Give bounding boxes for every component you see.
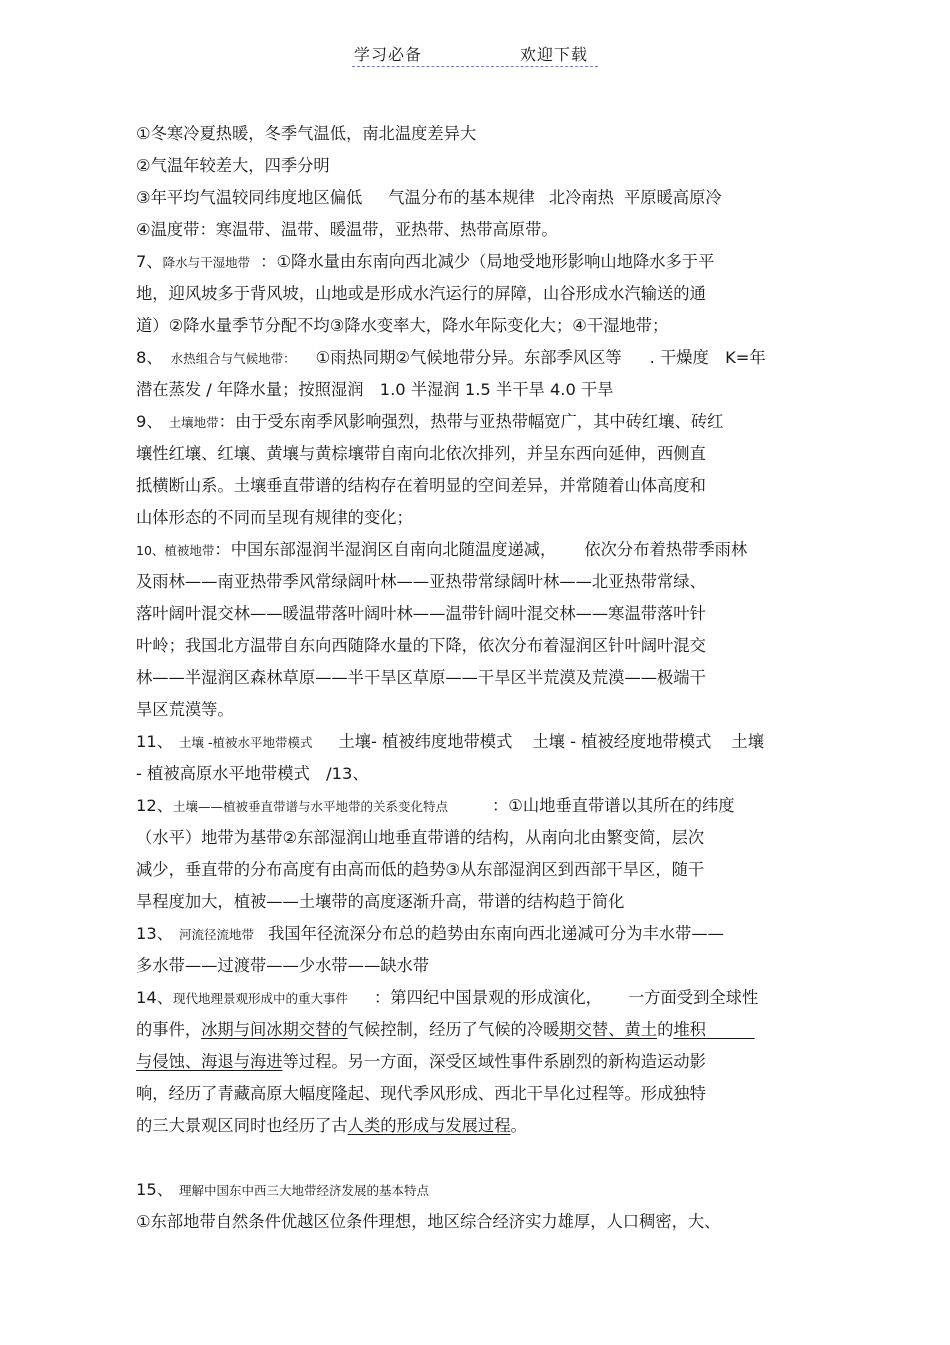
text-line [136, 950, 826, 982]
text-span: 土壤- 植被纬度地带模式 [338, 732, 513, 751]
underlined-text: 冰期与间冰期交替的 [201, 1020, 348, 1039]
text-span: 山体形态的不同而呈现有规律的变化； [136, 508, 413, 527]
underlined-text: 期交替、黄土 [559, 1020, 658, 1039]
text-span: 旱区荒漠等。 [136, 700, 234, 719]
text-span: ①冬寒冷夏热暖，冬季气温低，南北温度差异大 [136, 124, 477, 143]
text-span: 及雨林——南亚热带季风常绿阔叶林——亚热带常绿阔叶林——北亚热带常绿、 [136, 572, 706, 591]
section-heading-text: 现代地理景观形成中的重大事件 [173, 991, 349, 1006]
underlined-text: 与侵蚀、海退与海进 [136, 1052, 283, 1071]
section-heading-text: 河流径流地带 [179, 927, 255, 942]
text-span: 潜在蒸发 / 年降水量；按照湿润 1.0 半湿润 1.5 半干旱 4.0 干旱 [136, 380, 614, 399]
text-span: 依次分布着热带季雨林 [584, 540, 748, 559]
section-heading-text: 植被地带 [164, 543, 215, 558]
text-span: 壤性红壤、红壤、黄壤与黄棕壤带自南向北依次排列，并呈东西向延伸，西侧直 [136, 444, 706, 463]
text-span: ①东部地带自然条件优越区位条件理想，地区综合经济实力雄厚，人口稠密，大、 [136, 1212, 721, 1231]
text-span: 11、 [136, 732, 173, 751]
text-span: 抵横断山系。土壤垂直带谱的结构存在着明显的空间差异，并常随着山体高度和 [136, 476, 706, 495]
underlined-text: 堆积 [673, 1020, 755, 1039]
header-left-text: 学习必备 [354, 45, 423, 64]
text-span: ：中国东部湿润半湿润区自南向北随温度递减， [214, 540, 557, 559]
document-body [136, 118, 826, 1238]
text-line [136, 438, 826, 470]
text-span: 一方面受到全球性 [627, 988, 759, 1007]
text-span: ③年平均气温较同纬度地区偏低 [136, 188, 363, 207]
text-line [136, 854, 826, 886]
text-span: - 植被高原水平地带模式 /13、 [136, 764, 369, 783]
text-span: 道）②降水量季节分配不均③降水变率大，降水年际变化大；④干湿地带； [136, 316, 669, 335]
text-line [136, 150, 826, 182]
text-span: ：第四纪中国景观的形成演化， [374, 988, 602, 1007]
text-span: ①雨热同期②气候地带分异。东部季风区等 [315, 348, 622, 367]
text-span: ：①山地垂直带谱以其所在的纬度 [492, 796, 735, 815]
text-span: 气候控制，经历了气候的冷暖 [347, 1020, 560, 1039]
text-span: ②气温年较差大，四季分明 [136, 156, 330, 175]
text-span: 落叶阔叶混交林——暖温带落叶阔叶林——温带针阔叶混交林——寒温带落叶针 [136, 604, 706, 623]
text-line [136, 694, 826, 726]
text-span: 我国年径流深分布总的趋势由东南向西北递减可分为丰水带—— [268, 924, 724, 943]
text-span: 的 [657, 1020, 674, 1039]
text-span: 响，经历了青藏高原大幅度隆起、现代季风形成、西北干旱化过程等。形成独特 [136, 1084, 706, 1103]
text-span: 的事件， [136, 1020, 202, 1039]
text-line [136, 886, 826, 918]
text-span: ：①降水量由东南向西北减少（局地受地形影响山地降水多于平 [260, 252, 715, 271]
text-span: 8、 [136, 348, 163, 367]
text-line [136, 1046, 826, 1078]
text-span: 7、 [136, 252, 163, 271]
section-heading-text: 理解中国东中西三大地带经济发展的基本特点 [179, 1183, 430, 1198]
text-span: 叶岭；我国北方温带自东向西随降水量的下降，依次分布着湿润区针叶阔叶混交 [136, 636, 706, 655]
text-line [136, 790, 826, 822]
text-line [136, 630, 826, 662]
section-heading-text: 土壤——植被垂直带谱与水平地带的关系变化特点 [173, 799, 449, 814]
text-span: 。 [510, 1116, 527, 1135]
text-line [136, 598, 826, 630]
text-span: 北冷南热 [548, 188, 614, 207]
text-span: 15、 [136, 1180, 173, 1199]
text-span: 减少，垂直带的分布高度有由高而低的趋势③从东部湿润区到西部干旱区，随干 [136, 860, 705, 879]
header-right-text: 欢迎下载 [520, 45, 589, 64]
text-line [136, 534, 826, 566]
text-span: 土壤 [731, 732, 764, 751]
text-span: ：由于受东南季风影响强烈，热带与亚热带幅宽广，其中砖红壤、砖红 [218, 412, 724, 431]
text-line [136, 182, 826, 214]
page-header [352, 40, 598, 67]
text-span: ④温度带：寒温带、温带、暖温带，亚热带、热带高原带。 [136, 220, 558, 239]
text-line [136, 758, 826, 790]
text-line [136, 502, 826, 534]
blank-line [136, 1142, 826, 1174]
text-line [136, 310, 826, 342]
section-heading-text: 10、 [136, 543, 165, 558]
text-line [136, 726, 826, 758]
section-heading-text: 土壤 -植被水平地带模式 [179, 735, 313, 750]
text-span: 多水带——过渡带——少水带——缺水带 [136, 956, 430, 975]
section-heading-text: 水热组合与气候地带： [170, 351, 296, 366]
text-line [136, 118, 826, 150]
text-line [136, 1078, 826, 1110]
text-line [136, 918, 826, 950]
text-line [136, 566, 826, 598]
text-line [136, 470, 826, 502]
section-heading-text: 降水与干湿地带 [162, 255, 251, 270]
text-span: （水平）地带为基带②东部湿润山地垂直带谱的结构，从南向北由繁变简，层次 [136, 828, 705, 847]
text-line [136, 246, 826, 278]
text-line [136, 1174, 826, 1206]
text-span: 14、 [136, 988, 173, 1007]
text-span: 土壤 - 植被经度地带模式 [532, 732, 712, 751]
text-line [136, 1206, 826, 1238]
text-span: 的三大景观区同时也经历了古 [136, 1116, 348, 1135]
underlined-text: 人类的形成与发展过程 [347, 1116, 511, 1135]
text-line [136, 822, 826, 854]
text-span: 地，迎风坡多于背风坡，山地或是形成水汽运行的屏障，山谷形成水汽输送的通 [136, 284, 706, 303]
text-line [136, 214, 826, 246]
text-line [136, 982, 826, 1014]
text-span: 林——半湿润区森林草原——半干旱区草原——干旱区半荒漠及荒漠——极端干 [136, 668, 706, 687]
section-heading-text: 土壤地带 [168, 415, 219, 430]
text-span: . 干燥度 K=年 [649, 348, 766, 367]
text-line [136, 662, 826, 694]
text-span: 旱程度加大，植被——土壤带的高度逐渐升高，带谱的结构趋于简化 [136, 892, 625, 911]
text-span: 12、 [136, 796, 173, 815]
text-line [136, 1110, 826, 1142]
text-span: 平原暖高原冷 [623, 188, 722, 207]
text-span: 9、 [136, 412, 163, 431]
text-line [136, 406, 826, 438]
text-line [136, 1014, 826, 1046]
text-span: 等过程。另一方面，深受区域性事件系剧烈的新构造运动影 [282, 1052, 706, 1071]
text-span: 气温分布的基本规律 [388, 188, 535, 207]
text-line [136, 278, 826, 310]
text-line [136, 342, 826, 374]
text-span: 13、 [136, 924, 173, 943]
text-line [136, 374, 826, 406]
